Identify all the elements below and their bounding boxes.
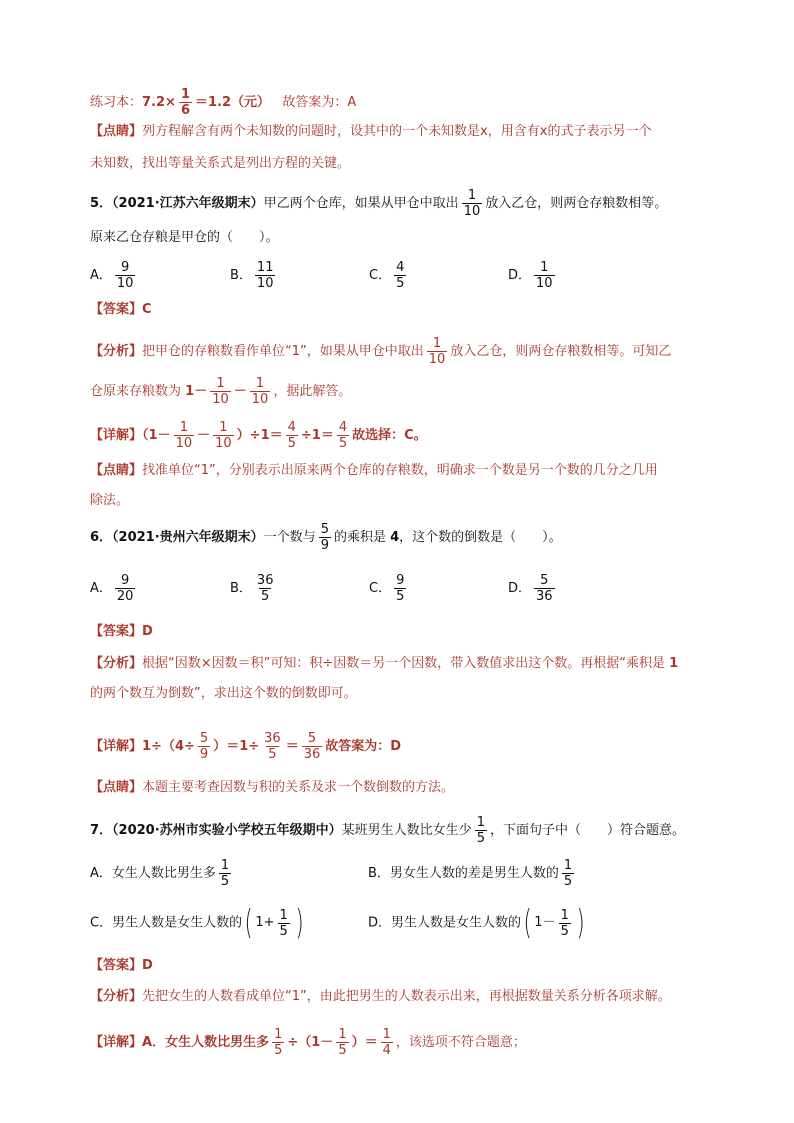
- denominator: 5: [274, 1043, 283, 1058]
- denominator: 10: [212, 392, 229, 407]
- q6-option-c[interactable]: [369, 573, 409, 604]
- fraction: [336, 1027, 348, 1058]
- fraction: [381, 1027, 393, 1058]
- option-label: D．: [508, 268, 532, 283]
- answer-value: C: [142, 302, 152, 317]
- top-expr-a: 7.2×: [142, 95, 176, 110]
- denominator: 10: [536, 276, 553, 291]
- fraction: [210, 376, 231, 407]
- expr: 1－: [534, 915, 556, 930]
- numerator: 1: [338, 1027, 347, 1042]
- q5-option-a[interactable]: [90, 260, 138, 291]
- analysis-text: 根据“因数×因数＝积”可知：积÷因数＝另一个因数，带入数值求出这个数。再根据“乘积是: [142, 656, 666, 671]
- var-x: x: [480, 124, 488, 139]
- denominator: 6: [180, 103, 190, 118]
- option-text: D．男生人数是女生人数的: [368, 915, 522, 931]
- q7-analysis: [90, 987, 671, 1007]
- fraction: [534, 573, 555, 604]
- fraction: [475, 815, 487, 846]
- numerator: 36: [264, 731, 281, 746]
- denominator: 10: [175, 436, 193, 451]
- option-label: B．: [230, 581, 252, 596]
- expr: ）÷1＝: [236, 428, 283, 443]
- q6-text-a: 一个数与: [263, 530, 316, 545]
- paren-right: ): [576, 903, 585, 943]
- denominator: 5: [560, 923, 569, 939]
- denominator: 9: [320, 538, 329, 553]
- detail-tag: 【详解】: [90, 1035, 143, 1050]
- numerator: 1: [540, 260, 549, 275]
- q5-number: 5．: [90, 196, 113, 211]
- q7-source: （2020·苏州市实验小学校五年级期中）: [112, 823, 342, 838]
- fraction: [255, 573, 276, 604]
- answer-tag: 【答案】: [90, 624, 143, 639]
- numerator: 36: [256, 573, 274, 588]
- expr: A．女生人数比男生多: [142, 1035, 270, 1050]
- q6-analysis: [90, 654, 678, 674]
- numerator: 1: [563, 858, 573, 873]
- parenthesized-expr: [242, 903, 306, 943]
- q6-dianjing: [90, 778, 454, 798]
- denominator: 5: [279, 923, 288, 939]
- fraction: [213, 420, 234, 451]
- q6-option-a[interactable]: [90, 573, 138, 604]
- denominator: 9: [199, 747, 209, 762]
- expr: 故答案为：D: [325, 739, 402, 754]
- expr: ）＝1÷: [213, 739, 260, 754]
- q6-detail: [90, 731, 401, 762]
- denominator: 5: [268, 747, 277, 762]
- expr: 1－: [185, 384, 208, 399]
- expr: ÷（1－: [287, 1035, 334, 1050]
- option-label: A．: [90, 581, 112, 596]
- denominator: 10: [215, 436, 232, 451]
- q6-option-b[interactable]: [230, 573, 278, 604]
- numerator: 5: [540, 573, 549, 588]
- denominator: 36: [536, 589, 553, 604]
- q7-option-b[interactable]: [368, 858, 577, 889]
- dianjing-tag: 【点睛】: [90, 780, 143, 795]
- q5-option-b[interactable]: [230, 260, 278, 291]
- q5-text-a: 甲乙两个仓库，如果从甲仓中取出: [263, 196, 459, 211]
- q5-source: （2021·江苏六年级期末）: [112, 196, 264, 211]
- dianjing-text: 本题主要考查因数与积的关系及求一个数倒数的方法。: [142, 780, 455, 795]
- answer-tag: 【答案】: [90, 958, 143, 973]
- denominator: 5: [476, 831, 485, 846]
- q6-text-b: 的乘积是: [333, 530, 386, 545]
- denominator: 10: [463, 204, 481, 219]
- numerator: 1: [274, 1027, 283, 1042]
- q6-answer: [90, 622, 153, 642]
- dianjing-text-b: ，用含有: [487, 124, 540, 139]
- option-text: A．女生人数比男生多: [90, 866, 216, 881]
- numerator: 4: [287, 420, 296, 435]
- fraction: [286, 420, 298, 451]
- q5-analysis-line2: [90, 376, 351, 407]
- top-answer: 故答案为：A: [282, 95, 357, 110]
- fraction: [394, 573, 406, 604]
- q5-analysis: [90, 336, 671, 367]
- q6-source: （2021·贵州六年级期末）: [112, 530, 264, 545]
- q5-dianjing-line2: 除法。: [90, 493, 130, 508]
- minus: －: [233, 384, 247, 399]
- option-label: A．: [90, 268, 112, 283]
- denominator: 5: [220, 874, 230, 889]
- q7-stem: [90, 815, 685, 846]
- dianjing-tag: 【点睛】: [90, 463, 143, 478]
- numerator: 1: [180, 87, 190, 102]
- denominator: 5: [338, 1043, 347, 1058]
- denominator: 5: [338, 436, 348, 451]
- fraction: [319, 522, 331, 553]
- denominator: 5: [261, 589, 270, 604]
- denominator: 5: [287, 436, 296, 451]
- numerator: 11: [256, 260, 274, 275]
- numerator: 1: [560, 907, 569, 923]
- q7-option-d[interactable]: [368, 903, 587, 943]
- fraction: [534, 260, 555, 291]
- dianjing-text: 列方程解含有两个未知数的问题时，设其中的一个未知数是: [142, 124, 481, 139]
- q7-option-c[interactable]: [90, 903, 306, 943]
- option-text: B．男女生人数的差是男生人数的: [368, 866, 559, 881]
- numerator: 1: [220, 858, 230, 873]
- denominator: 4: [382, 1043, 391, 1058]
- fraction: [394, 260, 406, 291]
- q5-dianjing: [90, 461, 658, 481]
- numerator: 1: [279, 907, 288, 923]
- q7-answer: [90, 956, 153, 976]
- fraction: [272, 1027, 284, 1058]
- numerator: 1: [179, 420, 188, 435]
- numerator: 4: [396, 260, 405, 275]
- expr: ）＝: [351, 1035, 378, 1050]
- q5-stem: [90, 188, 667, 219]
- analysis-text: 先把女生的人数看成单位“1”，由此把男生的人数表示出来，再根据数量关系分析各项求解。: [142, 989, 671, 1004]
- dianjing-1-line2: 未知数，找出等量关系式是列出方程的关键。: [90, 156, 351, 171]
- numerator: 5: [199, 731, 209, 746]
- analysis-tag: 【分析】: [90, 656, 143, 671]
- analysis-text: 仓原来存粮数为: [90, 384, 182, 399]
- q6-stem: [90, 522, 562, 553]
- expr: （1－: [142, 428, 171, 443]
- fraction: [115, 573, 136, 604]
- analysis-tag: 【分析】: [90, 989, 143, 1004]
- detail-tag: 【详解】: [90, 428, 143, 443]
- option-label: C．: [369, 268, 392, 283]
- top-expr-b: ＝1.2（元）: [194, 95, 271, 110]
- parenthesized-expr: [521, 903, 587, 943]
- numerator: 1: [476, 815, 485, 830]
- fraction: [302, 731, 323, 762]
- answer-value: D: [142, 624, 153, 639]
- numerator: 1: [382, 1027, 391, 1042]
- dianjing-tag: 【点睛】: [90, 124, 143, 139]
- fraction: [250, 376, 271, 407]
- numerator: 9: [396, 573, 405, 588]
- q7-option-a[interactable]: [90, 858, 234, 889]
- denominator: 5: [396, 276, 405, 291]
- numerator: 1: [219, 420, 228, 435]
- numerator: 4: [338, 420, 348, 435]
- numerator: 1: [432, 336, 442, 351]
- option-text: C．男生人数是女生人数的: [90, 915, 243, 931]
- fraction: [427, 336, 448, 367]
- answer-value: D: [142, 958, 153, 973]
- numerator: 9: [121, 573, 130, 588]
- detail-tag: 【详解】: [90, 739, 143, 754]
- minus: －: [197, 428, 211, 443]
- option-label: C．: [369, 581, 392, 596]
- denominator: 10: [116, 276, 134, 291]
- fraction: [278, 908, 290, 939]
- fraction: [115, 260, 136, 291]
- q6-number: 6．: [90, 530, 113, 545]
- q5-option-c[interactable]: [369, 260, 409, 291]
- q6-text-c: ，这个数的倒数是（ ）。: [399, 530, 562, 545]
- var-x: x: [539, 124, 548, 139]
- denominator: 5: [563, 874, 573, 889]
- numerator: 9: [121, 260, 130, 275]
- denominator: 10: [428, 352, 446, 367]
- fraction: [198, 731, 210, 762]
- top-line: [90, 87, 356, 118]
- numerator: 5: [320, 522, 329, 537]
- analysis-number: 1: [669, 656, 679, 671]
- option-label: B．: [230, 268, 252, 283]
- q6-analysis-line2: 的两个数互为倒数”，求出这个数的倒数即可。: [90, 686, 357, 701]
- paren-right: ): [295, 903, 304, 943]
- fraction: [337, 420, 349, 451]
- fraction: [255, 260, 276, 291]
- denominator: 10: [256, 276, 274, 291]
- numerator: 1: [467, 188, 477, 203]
- q5-stem-line2: 原来乙仓存粮是甲仓的（ ）。: [90, 230, 279, 245]
- analysis-text: 把甲仓的存粮数看作单位“1”，如果从甲仓中取出: [142, 344, 424, 359]
- option-label: D．: [508, 581, 532, 596]
- q5-answer: [90, 300, 152, 320]
- denominator: 10: [251, 392, 269, 407]
- q6-number-four: 4: [390, 530, 400, 545]
- denominator: 5: [396, 589, 405, 604]
- expr: 1÷（4÷: [142, 739, 195, 754]
- fraction: [174, 420, 195, 451]
- paren-left: (: [523, 903, 532, 943]
- denominator: 36: [303, 747, 321, 762]
- q7-text-b: ，下面句子中（ ）符合题意。: [489, 823, 685, 838]
- top-prefix: 练习本：: [90, 95, 143, 110]
- expr: ，该选项不符合题意；: [395, 1035, 526, 1050]
- fraction: [559, 908, 571, 939]
- expr: 故选择：C。: [352, 428, 427, 443]
- fraction: [179, 87, 192, 118]
- fraction: [262, 731, 283, 762]
- paren-left: (: [244, 903, 253, 943]
- q5-detail: [90, 420, 427, 451]
- fraction: [562, 858, 574, 889]
- q7-number: 7．: [90, 823, 113, 838]
- q5-option-d[interactable]: [508, 260, 558, 291]
- numerator: 1: [255, 376, 265, 391]
- q7-text-a: 某班男生人数比女生少: [341, 823, 472, 838]
- analysis-text-b: 放入乙仓，则两仓存粮数相等。可知乙: [450, 344, 672, 359]
- expr: ＝: [285, 739, 299, 754]
- dianjing-text-c: 的式子表示另一个: [547, 124, 652, 139]
- analysis-tag: 【分析】: [90, 344, 143, 359]
- numerator: 5: [307, 731, 317, 746]
- dianjing-1-line1: [90, 122, 651, 142]
- fraction: [219, 858, 231, 889]
- expr: 1+: [255, 915, 275, 930]
- q7-detail: [90, 1027, 526, 1058]
- q5-text-b: 放入乙仓，则两仓存粮数相等。: [485, 196, 668, 211]
- denominator: 20: [116, 589, 134, 604]
- expr: ÷1＝: [300, 428, 334, 443]
- answer-tag: 【答案】: [90, 302, 143, 317]
- analysis-text-b: ，据此解答。: [273, 384, 352, 399]
- dianjing-text: 找准单位“1”，分别表示出原来两个仓库的存粮数，明确求一个数是另一个数的几分之几用: [142, 463, 658, 478]
- numerator: 1: [216, 376, 225, 391]
- fraction: [462, 188, 483, 219]
- q6-option-d[interactable]: [508, 573, 558, 604]
